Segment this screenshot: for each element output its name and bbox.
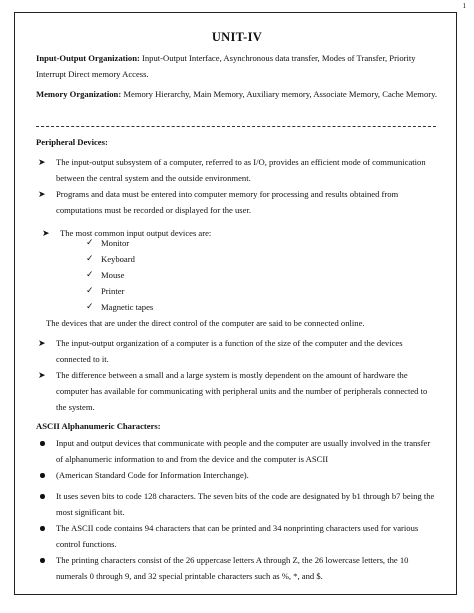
checkmark-icon: ✓ [86,301,94,311]
arrow-bullet-icon: ➤ [38,189,46,199]
device-item-monitor: Monitor [101,238,130,248]
arrow-bullet-icon: ➤ [38,370,46,380]
peripheral-bullet-5: The difference between a small and a large system is mostly dependent on the amount of hardware the computer has available for communicating with peripheral units and the number of peripherals connected to the system. [56,370,428,412]
io-organization-paragraph [36,50,438,82]
bullet-dot-icon [40,473,45,478]
ascii-bullet-2: (American Standard Code for Information Interchange). [56,470,249,480]
device-item-keyboard: Keyboard [101,254,135,264]
device-item-magnetic-tapes: Magnetic tapes [101,302,154,312]
peripheral-devices-heading: Peripheral Devices: [36,137,108,147]
dashed-divider [36,126,436,127]
checkmark-icon: ✓ [86,237,94,247]
ascii-bullet-3: It uses seven bits to code 128 characters. The seven bits of the code are designated by b1 through b7 being the most significant bit. [56,491,435,517]
peripheral-bullet-2: Programs and data must be entered into computer memory for processing and results obtained from computations must be recorded or displayed for the user. [56,189,399,215]
ascii-bullet-4: The ASCII code contains 94 characters that can be printed and 34 nonprinting characters used for various control functions. [56,523,419,549]
online-note: The devices that are under the direct control of the computer are said to be connected online. [46,318,365,328]
device-item-printer: Printer [101,286,125,296]
bullet-dot-icon [40,441,45,446]
arrow-bullet-icon: ➤ [38,338,46,348]
bullet-dot-icon [40,558,45,563]
ascii-bullet-5: The printing characters consist of the 26 uppercase letters A through Z, the 26 lowercase letters, the 10 numerals 0 through 9, and 32 special printable characters such as %, *, and $. [56,555,409,581]
peripheral-bullet-4: The input-output organization of a computer is a function of the size of the computer and the devices connected to it. [56,338,403,364]
memory-organization-paragraph [36,86,438,102]
checkmark-icon: ✓ [86,269,94,279]
peripheral-bullet-1: The input-output subsystem of a computer, referred to as I/O, provides an efficient mode of communication between the central system and the outside environment. [56,157,426,183]
bullet-dot-icon [40,494,45,499]
checkmark-icon: ✓ [86,285,94,295]
page-number: 1 [462,2,466,10]
memory-organization-text: Memory Hierarchy, Main Memory, Auxiliary memory, Associate Memory, Cache Memory. [123,89,438,99]
peripheral-bullet-3: The most common input output devices are: [60,228,212,238]
ascii-bullet-1: Input and output devices that communicate with people and the computer are usually involved in the transfer of alphanumeric information to and from the device and the computer is ASCII [56,438,431,464]
arrow-bullet-icon: ➤ [38,157,46,167]
device-item-mouse: Mouse [101,270,125,280]
arrow-bullet-icon: ➤ [42,228,50,238]
page-title: UNIT-IV [211,30,263,44]
io-organization-text: Input-Output Interface, Asynchronous data transfer, Modes of Transfer, Priority Interrupt Direct memory Access. [36,53,416,79]
checkmark-icon: ✓ [86,253,94,263]
memory-organization-label: Memory Organization: [36,89,122,99]
bullet-dot-icon [40,526,45,531]
io-organization-label: Input-Output Organization: [36,53,140,63]
ascii-heading: ASCII Alphanumeric Characters: [36,421,161,431]
